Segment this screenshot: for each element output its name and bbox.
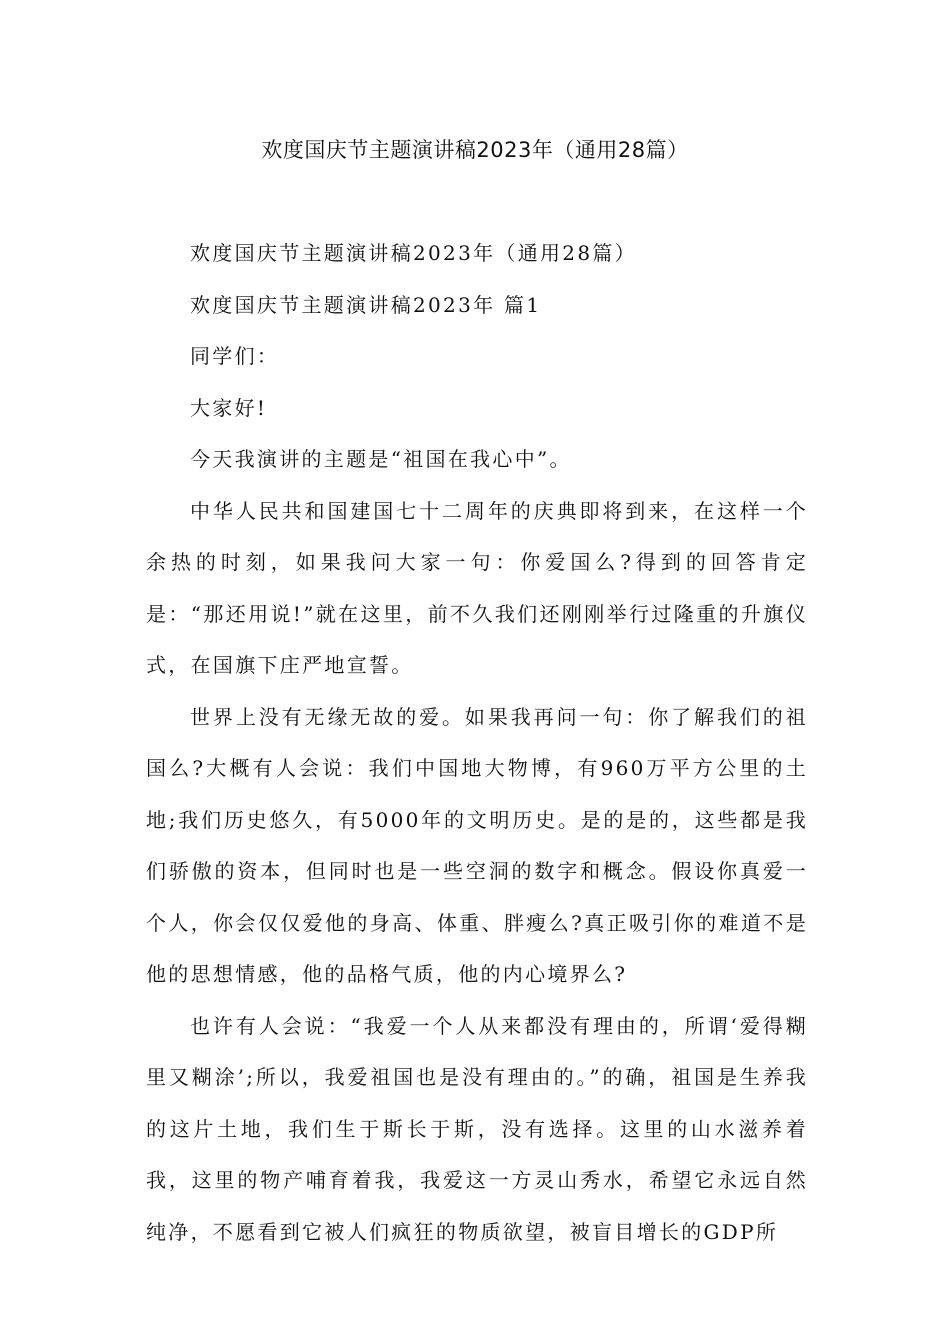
- body-paragraph: 中华人民共和国建国七十二周年的庆典即将到来，在这样一个余热的时刻，如果我问大家一句：你爱国么?得到的回答肯定是：“那还用说!”就在这里，前不久我们还刚刚举行过隆重的升旗仪式，在国旗下庄严地宣誓。: [146, 498, 808, 677]
- section-heading: 欢度国庆节主题演讲稿2023年 篇1: [190, 292, 542, 317]
- salutation-paragraph: 同学们：: [190, 344, 280, 368]
- body-paragraph: 也许有人会说：“我爱一个人从来都没有理由的，所谓‘爱得糊里又糊涂’;所以，我爱祖国也是没有理由的。”的确，祖国是生养我的这片土地，我们生于斯长于斯，没有选择。这里的山水滋养着我，这里的物产哺育着我，我爱这一方灵山秀水，希望它永远自然纯净，不愿看到它被人们疯狂的物质欲望，被盲目增长的GDP所: [146, 1013, 808, 1244]
- document-body: [146, 228, 808, 1258]
- document-title: 欢度国庆节主题演讲稿2023年（通用28篇）: [261, 138, 689, 162]
- greeting-paragraph: 大家好!: [190, 395, 268, 420]
- subtitle-paragraph: 欢度国庆节主题演讲稿2023年（通用28篇）: [190, 241, 637, 265]
- topic-paragraph: 今天我演讲的主题是“祖国在我心中”。: [190, 447, 572, 471]
- body-paragraph: 世界上没有无缘无故的爱。如果我再问一句：你了解我们的祖国么?大概有人会说：我们中国地大物博，有960万平方公里的土地;我们历史悠久，有5000年的文明历史。是的是的，这些都是我们骄傲的资本，但同时也是一些空洞的数字和概念。假设你真爱一个人，你会仅仅爱他的身高、体重、胖瘦么?真正吸引你的难道不是他的思想情感，他的品格气质，他的内心境界么?: [146, 704, 808, 986]
